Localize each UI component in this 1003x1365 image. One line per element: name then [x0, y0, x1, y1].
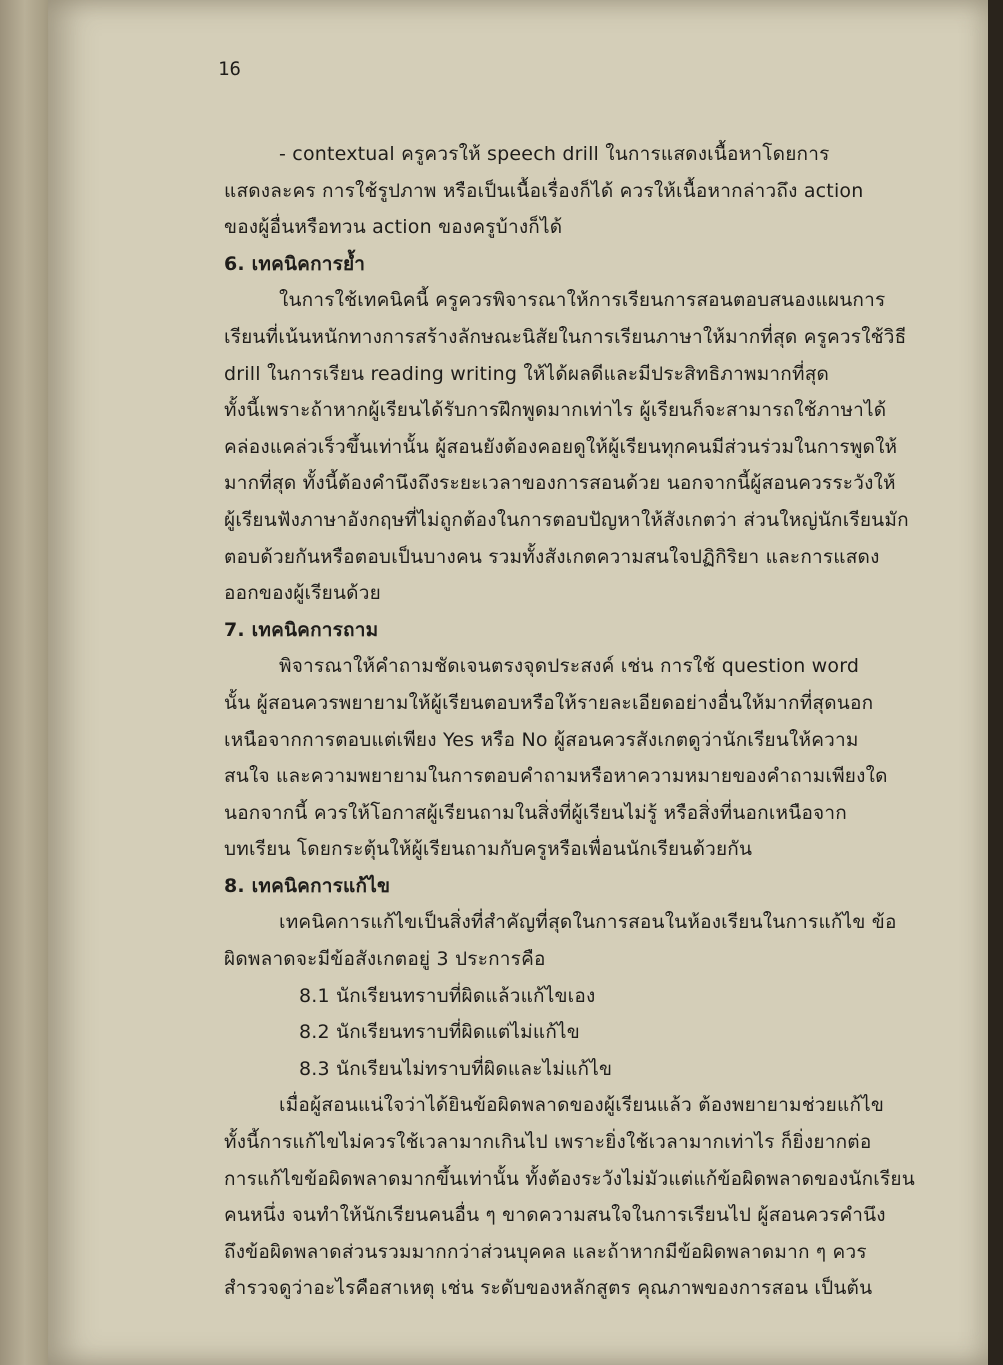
list-item: 8.2 นักเรียนทราบที่ผิดแต่ไม่แก้ไข — [299, 1021, 580, 1044]
text-line: ทั้งนี้การแก้ไขไม่ควรใช้เวลามากเกินไป เพราะยิ่งใช้เวลามากเท่าไร ก็ยิ่งยากต่อ — [224, 1131, 872, 1154]
section-heading: 8. เทคนิคการแก้ไข — [224, 874, 391, 897]
text-line: ในการใช้เทคนิคนี้ ครูควรพิจารณาให้การเรียนการสอนตอบสนองแผนการ — [279, 289, 886, 312]
text-line: ถึงข้อผิดพลาดส่วนรวมมากกว่าส่วนบุคคล และถ้าหากมีข้อผิดพลาดมาก ๆ ควร — [224, 1240, 867, 1263]
text-line: มากที่สุด ทั้งนี้ต้องคำนึงถึงระยะเวลาของการสอนด้วย นอกจากนี้ผู้สอนควรระวังให้ — [224, 472, 896, 495]
text-line: drill ในการเรียน reading writing ให้ได้ผลดีและมีประสิทธิภาพมากที่สุด — [224, 362, 830, 385]
text-line: เทคนิคการแก้ไขเป็นสิ่งที่สำคัญที่สุดในการสอนในห้องเรียนในการแก้ไข ข้อ — [279, 911, 897, 934]
text-line: นอกจากนี้ ควรให้โอกาสผู้เรียนถามในสิ่งที่ผู้เรียนไม่รู้ หรือสิ่งที่นอกเหนือจาก — [224, 801, 847, 824]
list-item: 8.3 นักเรียนไม่ทราบที่ผิดและไม่แก้ไข — [299, 1057, 613, 1080]
text-line: ผิดพลาดจะมีข้อสังเกตอยู่ 3 ประการคือ — [224, 948, 546, 971]
page-body — [224, 136, 934, 1307]
text-line: คนหนึ่ง จนทำให้นักเรียนคนอื่น ๆ ขาดความสนใจในการเรียนไป ผู้สอนควรคำนึง — [224, 1204, 886, 1227]
text-line: ออกของผู้เรียนด้วย — [224, 582, 381, 605]
text-line: พิจารณาให้คำถามชัดเจนตรงจุดประสงค์ เช่น การใช้ question word — [279, 655, 860, 678]
section-heading: 7. เทคนิคการถาม — [224, 618, 379, 641]
text-line: สนใจ และความพยายามในการตอบคำถามหรือหาความหมายของคำถามเพียงใด — [224, 765, 888, 788]
text-line: นั้น ผู้สอนควรพยายามให้ผู้เรียนตอบหรือให้รายละเอียดอย่างอื่นให้มากที่สุดนอก — [224, 691, 874, 714]
text-line: เหนือจากการตอบแต่เพียง Yes หรือ No ผู้สอนควรสังเกตดูว่านักเรียนให้ความ — [224, 728, 859, 751]
text-line: เมื่อผู้สอนแน่ใจว่าได้ยินข้อผิดพลาดของผู้เรียนแล้ว ต้องพยายามช่วยแก้ไข — [279, 1094, 885, 1117]
text-line: สำรวจดูว่าอะไรคือสาเหตุ เช่น ระดับของหลักสูตร คุณภาพของการสอน เป็นต้น — [224, 1277, 873, 1300]
page-number: 16 — [218, 58, 241, 80]
text-line: ทั้งนี้เพราะถ้าหากผู้เรียนได้รับการฝึกพูดมากเท่าไร ผู้เรียนก็จะสามารถใช้ภาษาได้ — [224, 399, 887, 422]
text-line: บทเรียน โดยกระตุ้นให้ผู้เรียนถามกับครูหรือเพื่อนนักเรียนด้วยกัน — [224, 838, 753, 861]
section-heading: 6. เทคนิคการย้ำ — [224, 252, 366, 275]
text-line: เรียนที่เน้นหนักทางการสร้างลักษณะนิสัยในการเรียนภาษาให้มากที่สุด ครูควรใช้วิธี — [224, 325, 907, 348]
list-item: 8.1 นักเรียนทราบที่ผิดแล้วแก้ไขเอง — [299, 984, 596, 1007]
text-line: ของผู้อื่นหรือทวน action ของครูบ้างก็ได้ — [224, 216, 563, 239]
text-line: คล่องแคล่วเร็วขึ้นเท่านั้น ผู้สอนยังต้องคอยดูให้ผู้เรียนทุกคนมีส่วนร่วมในการพูดให้ — [224, 435, 898, 458]
text-line: การแก้ไขข้อผิดพลาดมากขึ้นเท่านั้น ทั้งต้องระวังไม่มัวแต่แก้ข้อผิดพลาดของนักเรียน — [224, 1167, 915, 1190]
text-line: ตอบด้วยกันหรือตอบเป็นบางคน รวมทั้งสังเกตความสนใจปฏิกิริยา และการแสดง — [224, 545, 880, 568]
text-line: ผู้เรียนฟังภาษาอังกฤษที่ไม่ถูกต้องในการตอบปัญหาให้สังเกตว่า ส่วนใหญ่นักเรียนมัก — [224, 508, 909, 531]
text-line: - contextual ครูควรให้ speech drill ในการแสดงเนื้อหาโดยการ — [279, 143, 830, 165]
document-page — [48, 0, 988, 1365]
text-line: แสดงละคร การใช้รูปภาพ หรือเป็นเนื้อเรื่องก็ได้ ควรให้เนื้อหากล่าวถึง action — [224, 179, 864, 202]
